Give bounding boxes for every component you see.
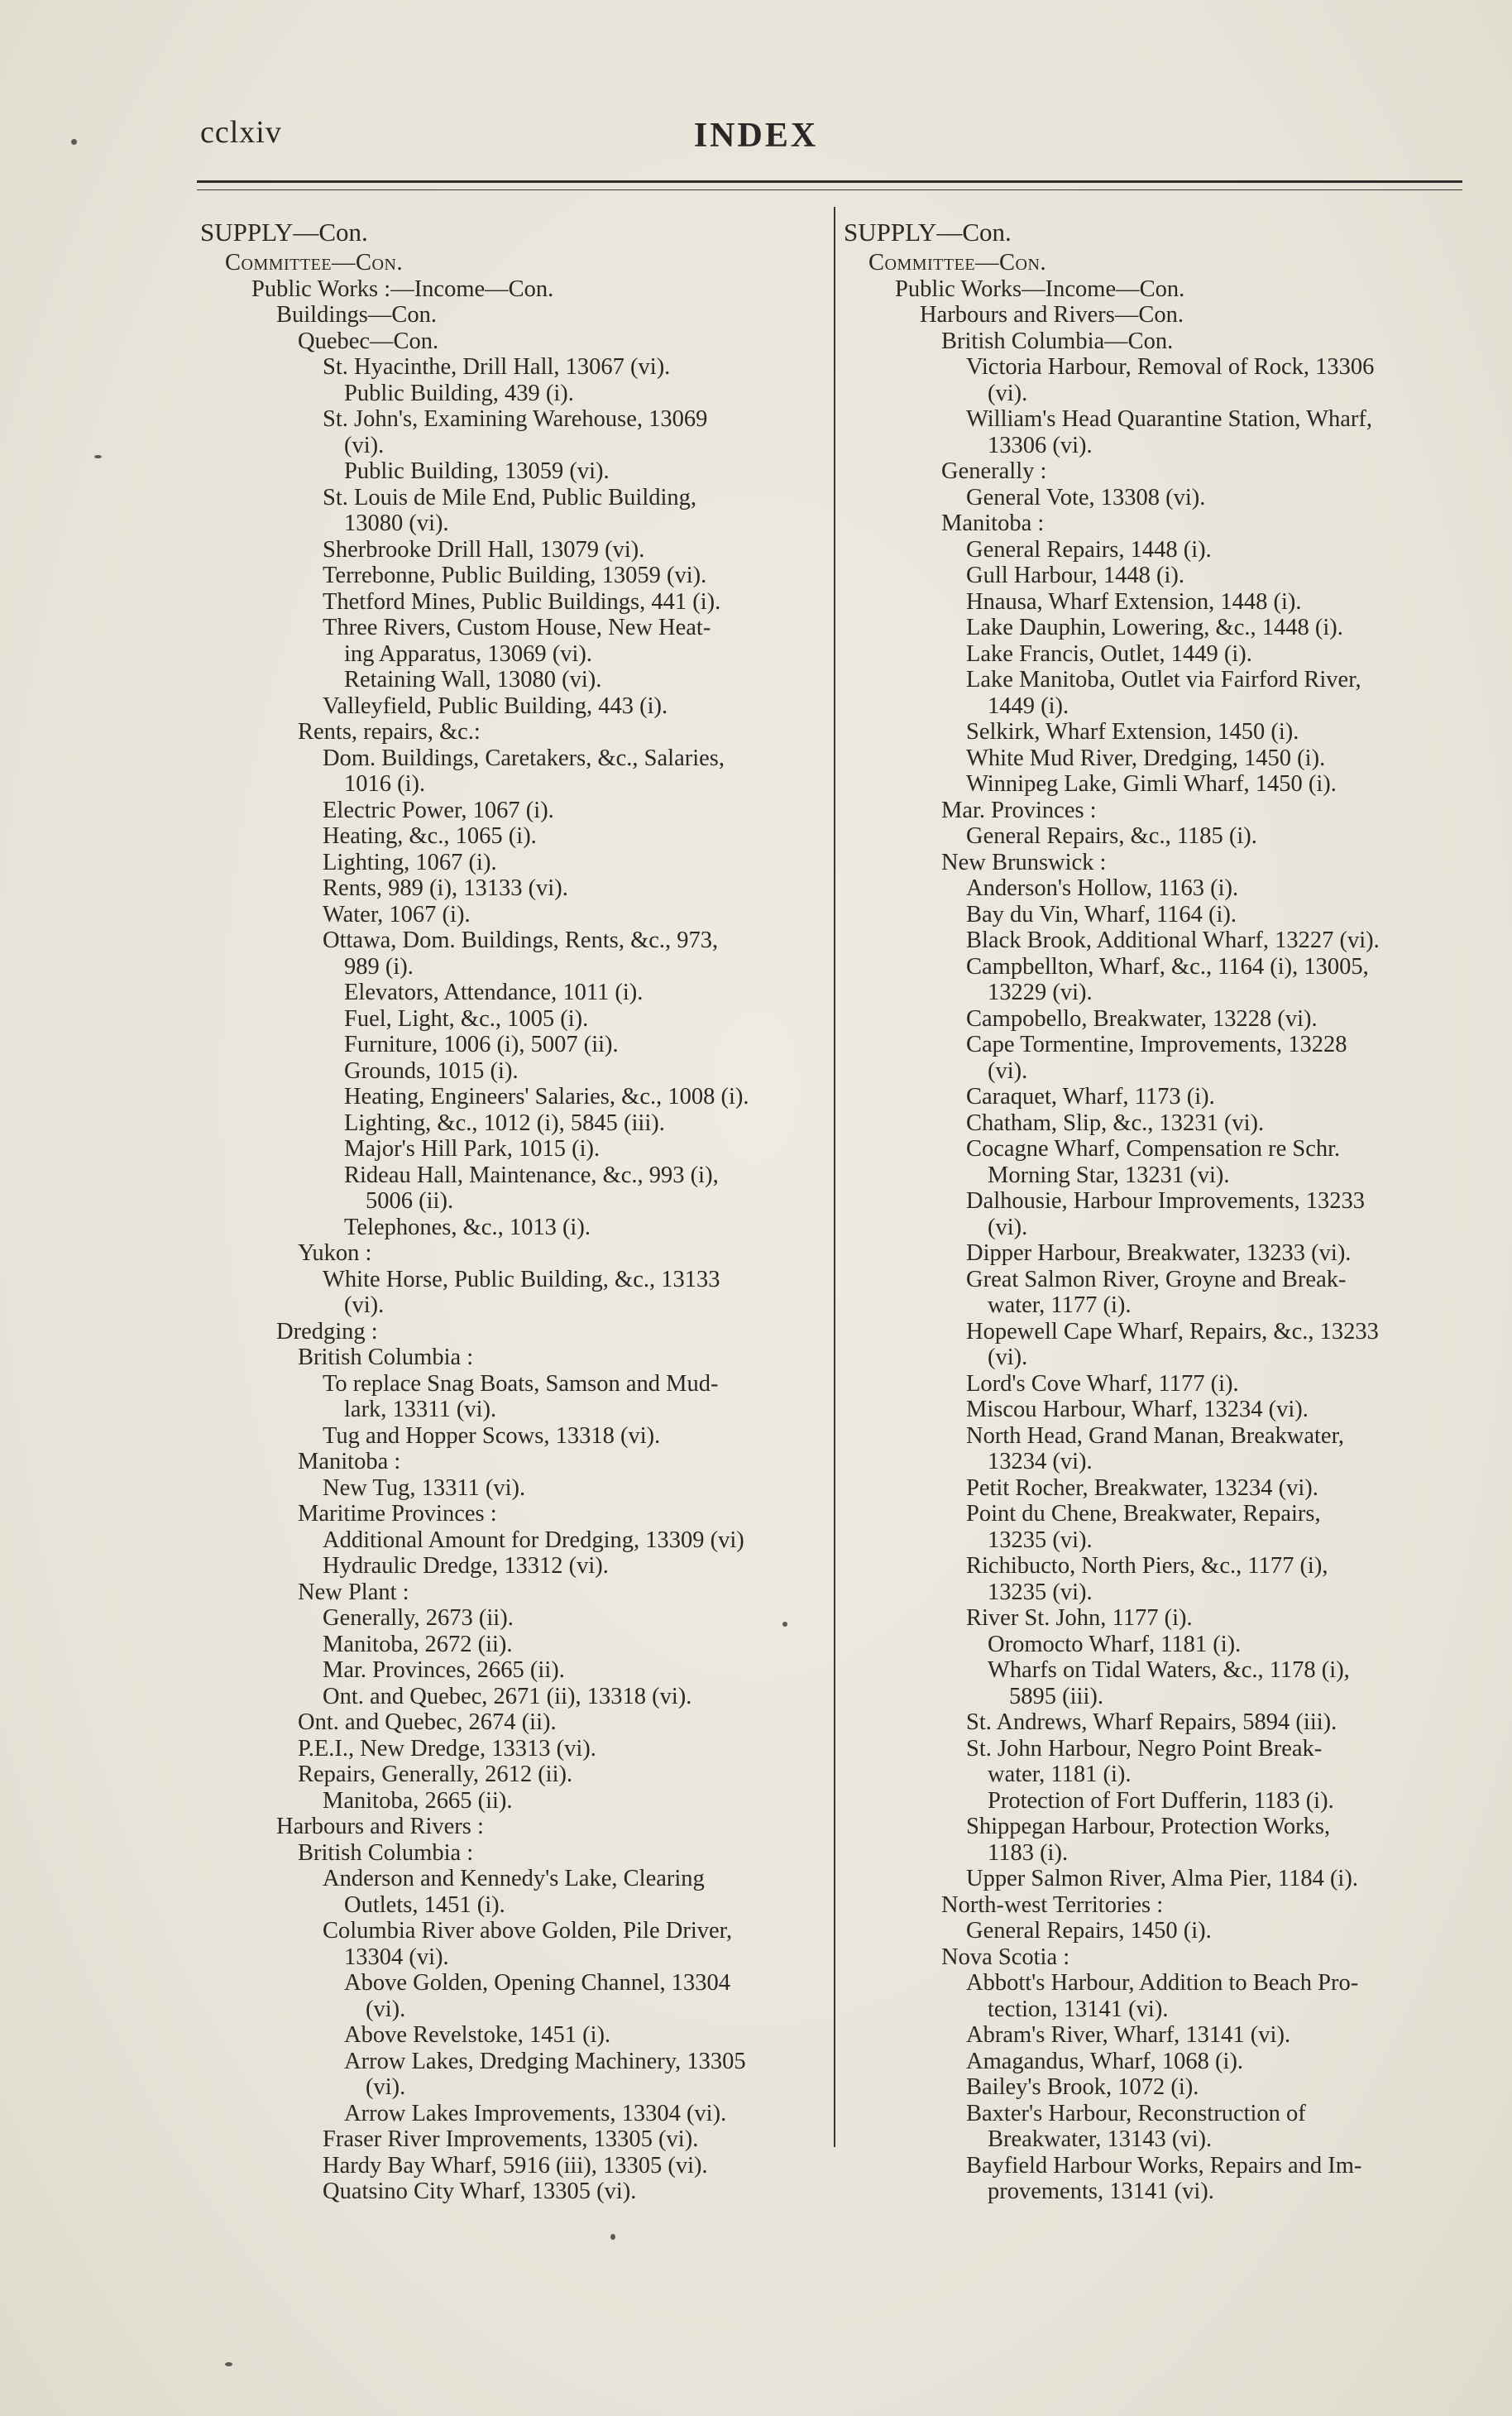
index-entry: 13080 (vi). [344, 511, 449, 536]
index-entry: Columbia River above Golden, Pile Driver, [323, 1918, 733, 1944]
header-rule-thick [197, 180, 1462, 183]
index-entry: ing Apparatus, 13069 (vi). [344, 640, 593, 667]
index-entry: Quatsino City Wharf, 13305 (vi). [323, 2179, 637, 2204]
index-entry: 13304 (vi). [344, 1944, 449, 1970]
index-entry: Hardy Bay Wharf, 5916 (iii), 13305 (vi). [323, 2152, 708, 2179]
index-entry: Telephones, &c., 1013 (i). [344, 1214, 591, 1240]
index-entry: Maritime Provinces : [298, 1501, 497, 1527]
column-divider [834, 207, 835, 2147]
index-entry: Chatham, Slip, &c., 13231 (vi). [966, 1110, 1265, 1136]
index-entry: Harbours and Rivers : [276, 1814, 484, 1839]
index-entry: British Columbia—Con. [941, 328, 1174, 354]
index-entry: Petit Rocher, Breakwater, 13234 (vi). [966, 1474, 1318, 1501]
index-entry: Lake Francis, Outlet, 1449 (i). [966, 640, 1252, 667]
index-entry: Generally : [941, 458, 1047, 484]
section-heading: SUPPLY—Con. [844, 218, 1012, 247]
index-entry: Anderson's Hollow, 1163 (i). [966, 875, 1239, 901]
index-entry: (vi). [988, 1345, 1028, 1370]
index-entry: Shippegan Harbour, Protection Works, [966, 1814, 1331, 1839]
paper-speck [782, 1622, 787, 1627]
index-entry: White Horse, Public Building, &c., 13133 [323, 1266, 720, 1292]
index-entry: tection, 13141 (vi). [988, 1996, 1169, 2022]
index-entry: Tug and Hopper Scows, 13318 (vi). [323, 1422, 661, 1449]
index-entry: Heating, Engineers' Salaries, &c., 1008 (i). [344, 1084, 749, 1110]
index-entry: Above Golden, Opening Channel, 13304 [344, 1970, 731, 1996]
index-entry: Baxter's Harbour, Reconstruction of [966, 2100, 1306, 2126]
index-entry: Abbott's Harbour, Addition to Beach Pro- [966, 1970, 1359, 1996]
index-entry: Protection of Fort Dufferin, 1183 (i). [988, 1787, 1334, 1814]
paper-speck [610, 2234, 615, 2240]
index-entry: Outlets, 1451 (i). [344, 1891, 505, 1918]
index-entry: Caraquet, Wharf, 1173 (i). [966, 1084, 1215, 1110]
index-entry: Ottawa, Dom. Buildings, Rents, &c., 973, [323, 928, 719, 953]
index-entry: Additional Amount for Dredging, 13309 (vi) [323, 1527, 744, 1553]
index-entry: Wharfs on Tidal Waters, &c., 1178 (i), [988, 1657, 1350, 1683]
index-entry: 13235 (vi). [988, 1579, 1093, 1605]
index-entry: Manitoba, 2665 (ii). [323, 1787, 513, 1814]
index-entry: (vi). [344, 432, 385, 458]
index-entry: Hopewell Cape Wharf, Repairs, &c., 13233 [966, 1318, 1379, 1345]
index-entry: Public Building, 13059 (vi). [344, 458, 610, 484]
paper-speck [71, 139, 77, 145]
index-entry: water, 1177 (i). [988, 1292, 1132, 1318]
index-entry: Bay du Vin, Wharf, 1164 (i). [966, 901, 1237, 928]
page-number: cclxiv [200, 115, 282, 150]
index-entry: Lighting, 1067 (i). [323, 849, 497, 875]
index-entry: St. John Harbour, Negro Point Break- [966, 1735, 1323, 1762]
index-entry: 13229 (vi). [988, 980, 1093, 1005]
index-entry: lark, 13311 (vi). [344, 1397, 497, 1422]
index-entry: Water, 1067 (i). [323, 901, 471, 928]
index-entry: Fraser River Improvements, 13305 (vi). [323, 2126, 699, 2152]
index-entry: Major's Hill Park, 1015 (i). [344, 1136, 600, 1162]
index-entry: Hnausa, Wharf Extension, 1448 (i). [966, 588, 1302, 615]
index-entry: (vi). [344, 1292, 385, 1318]
index-entry: Bayfield Harbour Works, Repairs and Im- [966, 2152, 1362, 2179]
index-entry: Cape Tormentine, Improvements, 13228 [966, 1032, 1347, 1057]
index-entry: Morning Star, 13231 (vi). [988, 1162, 1230, 1188]
index-entry: British Columbia : [298, 1345, 474, 1370]
index-entry: Committee—Con. [225, 250, 404, 276]
index-entry: P.E.I., New Dredge, 13313 (vi). [298, 1735, 596, 1762]
index-entry: 5006 (ii). [366, 1188, 454, 1214]
index-entry: Manitoba : [298, 1449, 401, 1474]
index-entry: Mar. Provinces, 2665 (ii). [323, 1657, 565, 1683]
index-entry: General Repairs, 1448 (i). [966, 536, 1212, 563]
index-entry: Electric Power, 1067 (i). [323, 797, 554, 823]
index-entry: General Vote, 13308 (vi). [966, 484, 1206, 511]
index-entry: New Plant : [298, 1579, 409, 1605]
index-entry: St. Hyacinthe, Drill Hall, 13067 (vi). [323, 354, 671, 380]
index-entry: Great Salmon River, Groyne and Break- [966, 1266, 1347, 1292]
index-entry: Public Works—Income—Con. [895, 276, 1185, 302]
paper-speck [94, 455, 102, 458]
index-entry: Oromocto Wharf, 1181 (i). [988, 1631, 1242, 1657]
index-entry: Gull Harbour, 1448 (i). [966, 563, 1185, 588]
index-entry: Three Rivers, Custom House, New Heat- [323, 615, 711, 640]
index-entry: 1449 (i). [988, 693, 1069, 719]
index-entry: Rents, 989 (i), 13133 (vi). [323, 875, 568, 901]
index-entry: Lord's Cove Wharf, 1177 (i). [966, 1370, 1239, 1397]
index-entry: Elevators, Attendance, 1011 (i). [344, 980, 644, 1005]
index-entry: Selkirk, Wharf Extension, 1450 (i). [966, 719, 1299, 745]
index-entry: St. Louis de Mile End, Public Building, [323, 484, 697, 511]
right-index-column [844, 217, 1462, 2205]
index-entry: Sherbrooke Drill Hall, 13079 (vi). [323, 536, 645, 563]
index-entry: 13235 (vi). [988, 1527, 1093, 1553]
index-entry: Arrow Lakes, Dredging Machinery, 13305 [344, 2048, 746, 2074]
running-head-title: INDEX [693, 117, 819, 155]
index-entry: Arrow Lakes Improvements, 13304 (vi). [344, 2100, 727, 2126]
index-entry: Lighting, &c., 1012 (i), 5845 (iii). [344, 1110, 665, 1136]
index-entry: River St. John, 1177 (i). [966, 1605, 1193, 1631]
index-entry: (vi). [988, 380, 1028, 406]
index-entry: Fuel, Light, &c., 1005 (i). [344, 1005, 589, 1032]
index-entry: Ont. and Quebec, 2674 (ii). [298, 1709, 557, 1735]
index-entry: Lake Manitoba, Outlet via Fairford River, [966, 667, 1361, 693]
index-entry: Rideau Hall, Maintenance, &c., 993 (i), [344, 1162, 719, 1188]
index-entry: Cocagne Wharf, Compensation re Schr. [966, 1136, 1341, 1162]
index-entry: (vi). [366, 1996, 406, 2022]
index-entry: Valleyfield, Public Building, 443 (i). [323, 693, 668, 719]
header-rule-thin [197, 189, 1462, 190]
index-entry: Heating, &c., 1065 (i). [323, 823, 537, 849]
index-entry: Quebec—Con. [298, 328, 439, 354]
index-entry: Bailey's Brook, 1072 (i). [966, 2074, 1199, 2100]
index-entry: Dipper Harbour, Breakwater, 13233 (vi). [966, 1240, 1352, 1266]
index-entry: Repairs, Generally, 2612 (ii). [298, 1762, 573, 1787]
index-entry: provements, 13141 (vi). [988, 2179, 1214, 2204]
index-entry: Breakwater, 13143 (vi). [988, 2126, 1213, 2152]
index-entry: Amagandus, Wharf, 1068 (i). [966, 2048, 1244, 2074]
index-entry: 1016 (i). [344, 771, 426, 797]
index-entry: General Repairs, 1450 (i). [966, 1918, 1212, 1944]
index-entry: St. John's, Examining Warehouse, 13069 [323, 406, 708, 432]
index-entry: Victoria Harbour, Removal of Rock, 13306 [966, 354, 1375, 380]
index-entry: (vi). [988, 1057, 1028, 1084]
index-entry: Terrebonne, Public Building, 13059 (vi). [323, 563, 707, 588]
index-entry: To replace Snag Boats, Samson and Mud- [323, 1370, 719, 1397]
index-entry: Manitoba, 2672 (ii). [323, 1631, 513, 1657]
index-entry: Winnipeg Lake, Gimli Wharf, 1450 (i). [966, 771, 1337, 797]
index-entry: Dredging : [276, 1318, 378, 1345]
index-entry: 989 (i). [344, 953, 414, 980]
index-entry: North Head, Grand Manan, Breakwater, [966, 1422, 1345, 1449]
index-entry: Mar. Provinces : [941, 797, 1097, 823]
index-entry: Generally, 2673 (ii). [323, 1605, 514, 1631]
index-entry: Hydraulic Dredge, 13312 (vi). [323, 1553, 609, 1579]
index-entry: Abram's River, Wharf, 13141 (vi). [966, 2022, 1291, 2048]
left-index-column [200, 217, 812, 2205]
index-entry: William's Head Quarantine Station, Wharf, [966, 406, 1372, 432]
index-entry: Retaining Wall, 13080 (vi). [344, 667, 602, 693]
index-entry: Dom. Buildings, Caretakers, &c., Salaries, [323, 745, 725, 771]
index-entry: General Repairs, &c., 1185 (i). [966, 823, 1257, 849]
index-entry: Harbours and Rivers—Con. [920, 302, 1184, 328]
paper-speck [225, 2362, 232, 2366]
index-entry: New Tug, 13311 (vi). [323, 1474, 526, 1501]
index-entry: Richibucto, North Piers, &c., 1177 (i), [966, 1553, 1328, 1579]
index-entry: Ont. and Quebec, 2671 (ii), 13318 (vi). [323, 1683, 692, 1709]
index-entry: 13234 (vi). [988, 1449, 1093, 1474]
index-entry: (vi). [366, 2074, 406, 2100]
index-entry: Lake Dauphin, Lowering, &c., 1448 (i). [966, 615, 1343, 640]
index-entry: Manitoba : [941, 511, 1045, 536]
index-entry: Committee—Con. [868, 250, 1047, 276]
index-entry: (vi). [988, 1214, 1028, 1240]
index-entry: Point du Chene, Breakwater, Repairs, [966, 1501, 1321, 1527]
index-entry: Campbellton, Wharf, &c., 1164 (i), 13005, [966, 953, 1369, 980]
index-entry: Grounds, 1015 (i). [344, 1057, 519, 1084]
index-entry: Furniture, 1006 (i), 5007 (ii). [344, 1032, 619, 1057]
index-entry: Anderson and Kennedy's Lake, Clearing [323, 1866, 705, 1891]
index-entry: Yukon : [298, 1240, 372, 1266]
index-entry: Campobello, Breakwater, 13228 (vi). [966, 1005, 1318, 1032]
index-entry: White Mud River, Dredging, 1450 (i). [966, 745, 1326, 771]
index-entry: Buildings—Con. [276, 302, 437, 328]
index-entry: North-west Territories : [941, 1891, 1164, 1918]
index-entry: Dalhousie, Harbour Improvements, 13233 [966, 1188, 1366, 1214]
index-entry: Public Works :—Income—Con. [251, 276, 554, 302]
index-entry: Public Building, 439 (i). [344, 380, 574, 406]
index-entry: 1183 (i). [988, 1839, 1069, 1866]
index-entry: St. Andrews, Wharf Repairs, 5894 (iii). [966, 1709, 1337, 1735]
index-entry: Rents, repairs, &c.: [298, 719, 481, 745]
index-entry: New Brunswick : [941, 849, 1107, 875]
index-entry: Thetford Mines, Public Buildings, 441 (i). [323, 588, 721, 615]
index-entry: Upper Salmon River, Alma Pier, 1184 (i). [966, 1866, 1358, 1891]
index-entry: Black Brook, Additional Wharf, 13227 (vi). [966, 928, 1380, 953]
index-entry: 13306 (vi). [988, 432, 1093, 458]
index-entry: British Columbia : [298, 1839, 474, 1866]
index-entry: Nova Scotia : [941, 1944, 1070, 1970]
index-entry: water, 1181 (i). [988, 1762, 1132, 1787]
section-heading: SUPPLY—Con. [200, 218, 368, 247]
index-entry: Above Revelstoke, 1451 (i). [344, 2022, 611, 2048]
index-entry: Miscou Harbour, Wharf, 13234 (vi). [966, 1397, 1309, 1422]
index-entry: 5895 (iii). [1009, 1683, 1103, 1709]
